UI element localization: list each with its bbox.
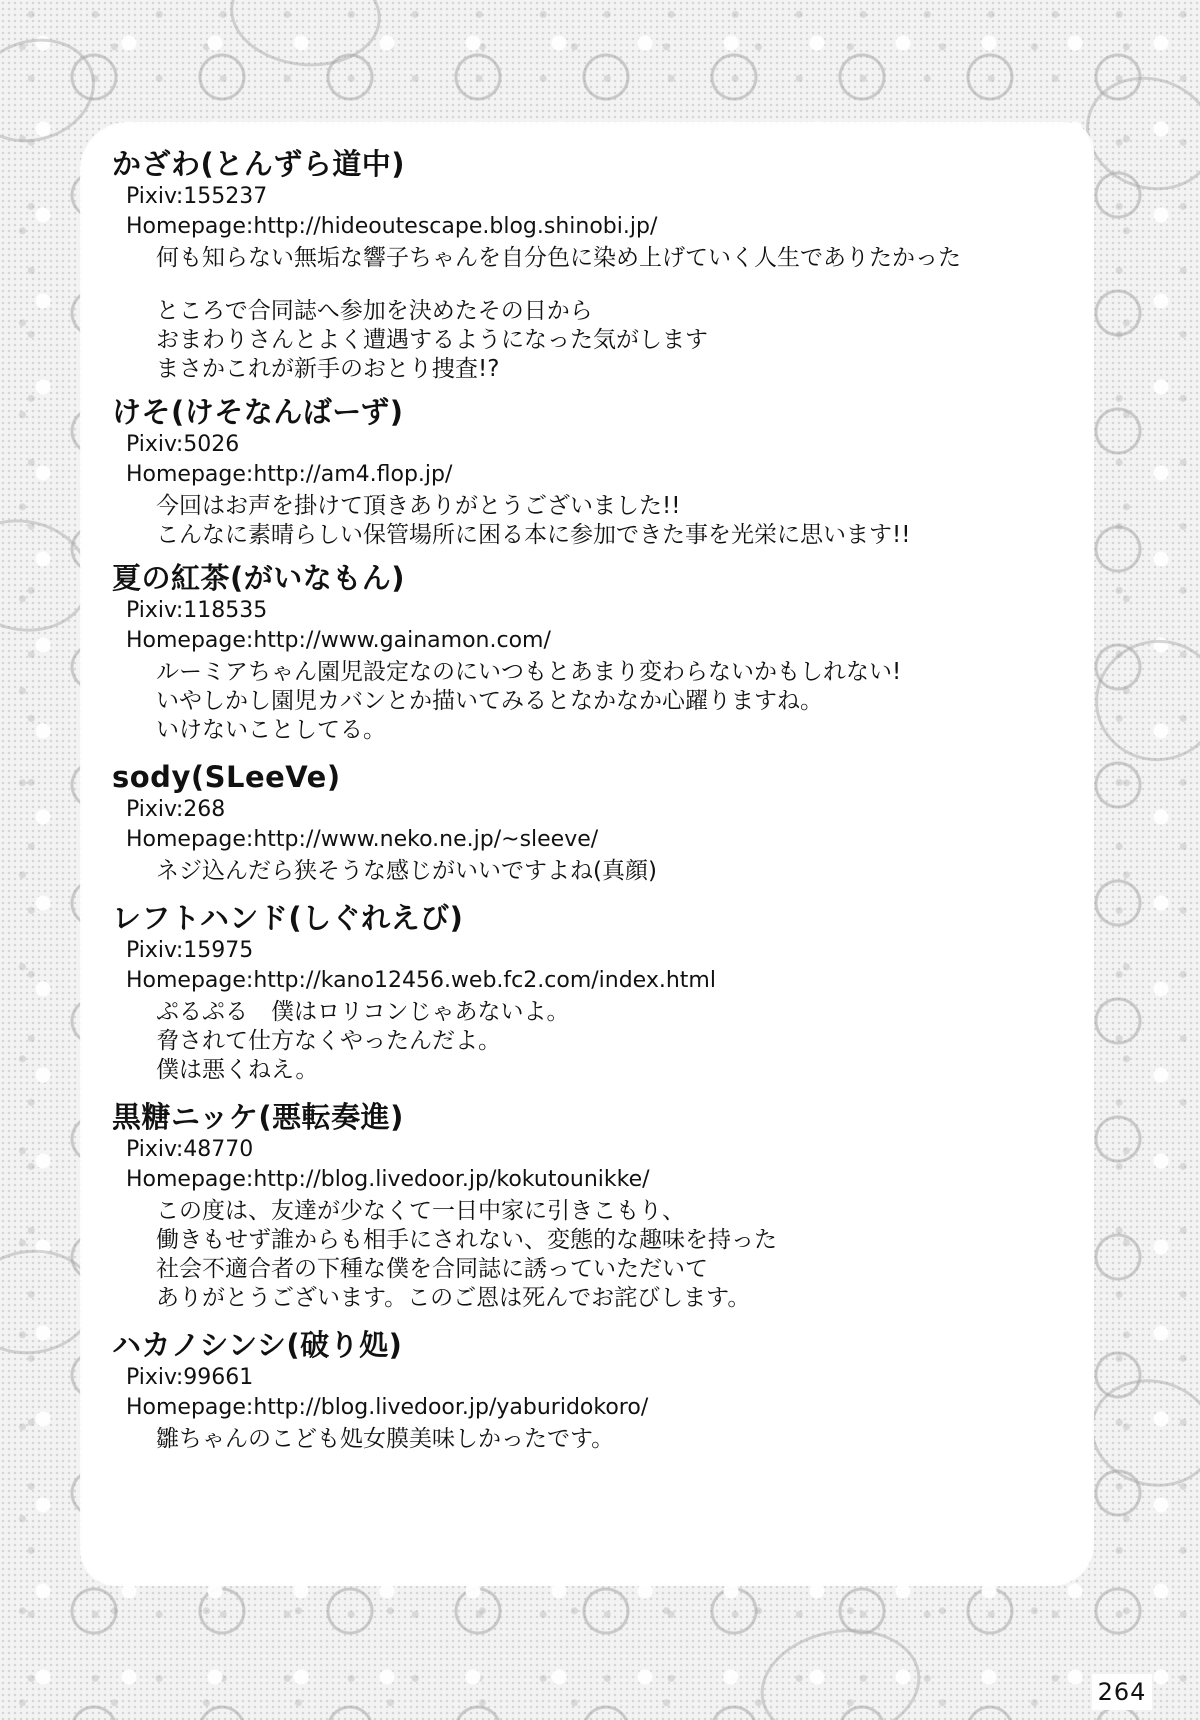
pixiv-id: Pixiv:48770 [126, 1137, 254, 1162]
contributor-list [112, 146, 1062, 1464]
contributor-name: sody(SLeeVe) [112, 760, 341, 794]
contributor-name: 黒糖ニッケ(悪転奏進) [112, 1100, 404, 1134]
message-line: ネジ込んだら狭そうな感じがいいですよね(真顔) [156, 858, 657, 884]
decorative-pattern [1078, 1366, 1200, 1501]
homepage-url: Homepage:http://blog.livedoor.jp/kokutounikke/ [126, 1167, 650, 1192]
homepage-url: Homepage:http://www.neko.ne.jp/~sleeve/ [126, 827, 599, 852]
pixiv-id: Pixiv:15975 [126, 938, 254, 963]
contributor-entry [112, 394, 1062, 550]
message-line: おまわりさんとよく遭遇するようになった気がします [156, 327, 708, 353]
message-line: 僕は悪くねえ。 [156, 1057, 319, 1083]
message-line: 雛ちゃんのこども処女膜美味しかったです。 [156, 1426, 615, 1452]
decorative-pattern [0, 23, 109, 158]
contributor-entry [112, 1099, 1062, 1313]
decorative-pattern [752, 1617, 930, 1720]
homepage-url: Homepage:http://blog.livedoor.jp/yaburidokoro/ [126, 1395, 649, 1420]
homepage-url: Homepage:http://www.gainamon.com/ [126, 628, 551, 653]
message-line: ありがとうございます。このご恩は死んでお詫びします。 [156, 1285, 751, 1311]
contributor-entry [112, 900, 1062, 1085]
decorative-pattern [225, 0, 386, 74]
message-blank-line [156, 273, 1062, 297]
contributor-entry [112, 560, 1062, 745]
homepage-url: Homepage:http://am4.flop.jp/ [126, 462, 453, 487]
contributor-entry [112, 759, 1062, 886]
decorative-pattern [1084, 628, 1200, 773]
message-line: 何も知らない無垢な響子ちゃんを自分色に染め上げていく人生でありたかった [156, 245, 961, 271]
contributor-name: けそ(けそなんばーず) [112, 395, 404, 429]
pixiv-id: Pixiv:118535 [126, 598, 268, 623]
contributor-entry [112, 146, 1062, 384]
message-line: 社会不適合者の下種な僕を合同誌に誘っていただいて [156, 1256, 708, 1282]
contributor-message [156, 1425, 1062, 1454]
contributor-message [156, 492, 1062, 550]
pixiv-id: Pixiv:268 [126, 797, 226, 822]
message-line: この度は、友達が少なくて一日中家に引きこもり、 [156, 1198, 685, 1224]
contributor-name: レフトハンド(しぐれえび) [112, 901, 464, 935]
pixiv-id: Pixiv:5026 [126, 432, 240, 457]
message-line: ぷるぷる 僕はロリコンじゃあないよ。 [156, 999, 570, 1025]
contributor-message [156, 998, 1062, 1085]
pixiv-id: Pixiv:155237 [126, 184, 268, 209]
contributor-message [156, 1197, 1062, 1313]
homepage-url: Homepage:http://hideoutescape.blog.shinobi.jp/ [126, 214, 658, 239]
message-line: ルーミアちゃん園児設定なのにいつもとあまり変わらないかもしれない! [156, 659, 902, 685]
message-line: 今回はお声を掛けて頂きありがとうございました!! [156, 493, 681, 519]
message-line: こんなに素晴らしい保管場所に困る本に参加できた事を光栄に思います!! [156, 522, 911, 548]
page-number: 264 [1092, 1674, 1152, 1710]
message-line: ところで合同誌へ参加を決めたその日から [156, 298, 593, 324]
contributor-message [156, 857, 1062, 886]
message-line: 脅されて仕方なくやったんだよ。 [156, 1028, 501, 1054]
contributor-entry [112, 1327, 1062, 1454]
contributor-name: 夏の紅茶(がいなもん) [112, 561, 406, 595]
message-line: 働きもせず誰からも相手にされない、変態的な趣味を持った [156, 1227, 777, 1253]
contributor-message [156, 658, 1062, 745]
message-line: いやしかし園児カバンとか描いてみるとなかなか心躍りますね。 [156, 688, 823, 714]
homepage-url: Homepage:http://kano12456.web.fc2.com/index.html [126, 968, 716, 993]
message-line: いけないことしてる。 [156, 717, 386, 743]
contributor-name: ハカノシンシ(破り処) [112, 1328, 403, 1362]
pixiv-id: Pixiv:99661 [126, 1365, 254, 1390]
message-line: まさかこれが新手のおとり捜査!? [156, 356, 500, 382]
contributor-name: かざわ(とんずら道中) [112, 147, 406, 181]
contributor-message [156, 244, 1062, 384]
